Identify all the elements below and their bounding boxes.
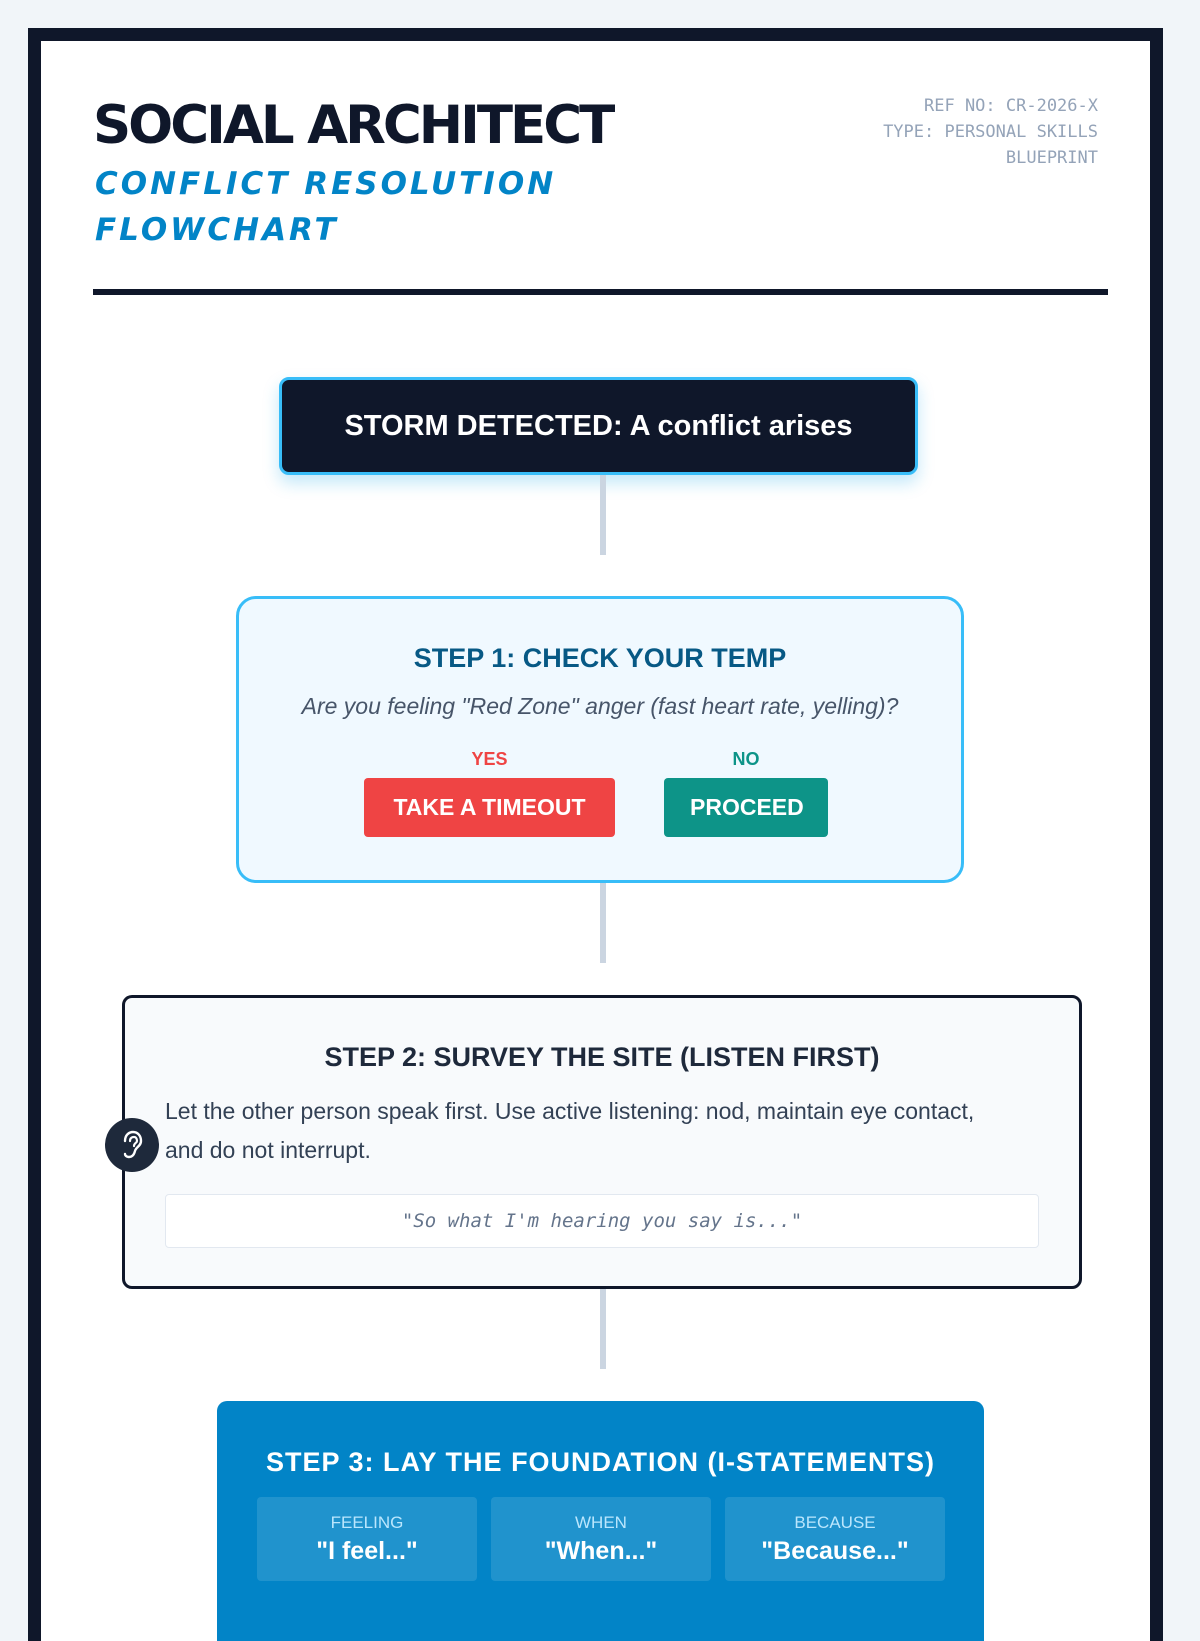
connector-step2-step3: [600, 1289, 606, 1369]
i-statement-tiles: [257, 1497, 945, 1581]
tile-when: [491, 1497, 711, 1581]
blueprint-frame: [28, 28, 1163, 1641]
connector-start-step1: [600, 475, 606, 555]
tile-value: "I feel...": [316, 1537, 418, 1565]
no-branch: [664, 749, 828, 837]
tile-because: [725, 1497, 945, 1581]
tile-key: FEELING: [330, 1513, 404, 1532]
yes-label: YES: [471, 749, 508, 769]
proceed-button[interactable]: PROCEED: [664, 778, 828, 837]
ref-number: REF NO: CR-2026-X: [924, 96, 1098, 116]
step1-node: [236, 596, 964, 883]
step1-question: Are you feeling "Red Zone" anger (fast heart rate, yelling)?: [301, 693, 899, 719]
ear-icon-glyph: [119, 1130, 145, 1160]
connector-step1-step2: [600, 883, 606, 963]
step2-body: Let the other person speak first. Use active listening: nod, maintain eye contact, and do not interrupt.: [165, 1098, 975, 1163]
document-type: TYPE: PERSONAL SKILLS BLUEPRINT: [883, 122, 1098, 168]
tile-key: WHEN: [575, 1513, 627, 1532]
ear-icon: [105, 1118, 159, 1172]
tile-key: BECAUSE: [794, 1513, 876, 1532]
page-subtitle: CONFLICT RESOLUTION FLOWCHART: [95, 166, 557, 248]
take-timeout-button[interactable]: TAKE A TIMEOUT: [364, 778, 615, 837]
tile-value: "Because...": [761, 1537, 909, 1565]
tile-feeling: [257, 1497, 477, 1581]
start-node: [279, 377, 918, 475]
no-label: NO: [732, 749, 760, 769]
tile-value: "When...": [544, 1537, 658, 1565]
step2-node: [122, 995, 1082, 1289]
page-title: SOCIAL ARCHITECT: [93, 95, 613, 156]
yes-branch: [364, 749, 615, 837]
step3-title: STEP 3: LAY THE FOUNDATION (I-STATEMENTS): [265, 1447, 936, 1477]
reference-meta: [798, 93, 1098, 171]
step2-example-quote: "So what I'm hearing you say is...": [165, 1194, 1039, 1248]
step3-node: [217, 1401, 984, 1641]
step2-title: STEP 2: SURVEY THE SITE (LISTEN FIRST): [324, 1042, 880, 1072]
step1-title: STEP 1: CHECK YOUR TEMP: [413, 643, 787, 673]
header-divider: [93, 289, 1108, 295]
start-node-label: STORM DETECTED: A conflict arises: [344, 409, 853, 442]
